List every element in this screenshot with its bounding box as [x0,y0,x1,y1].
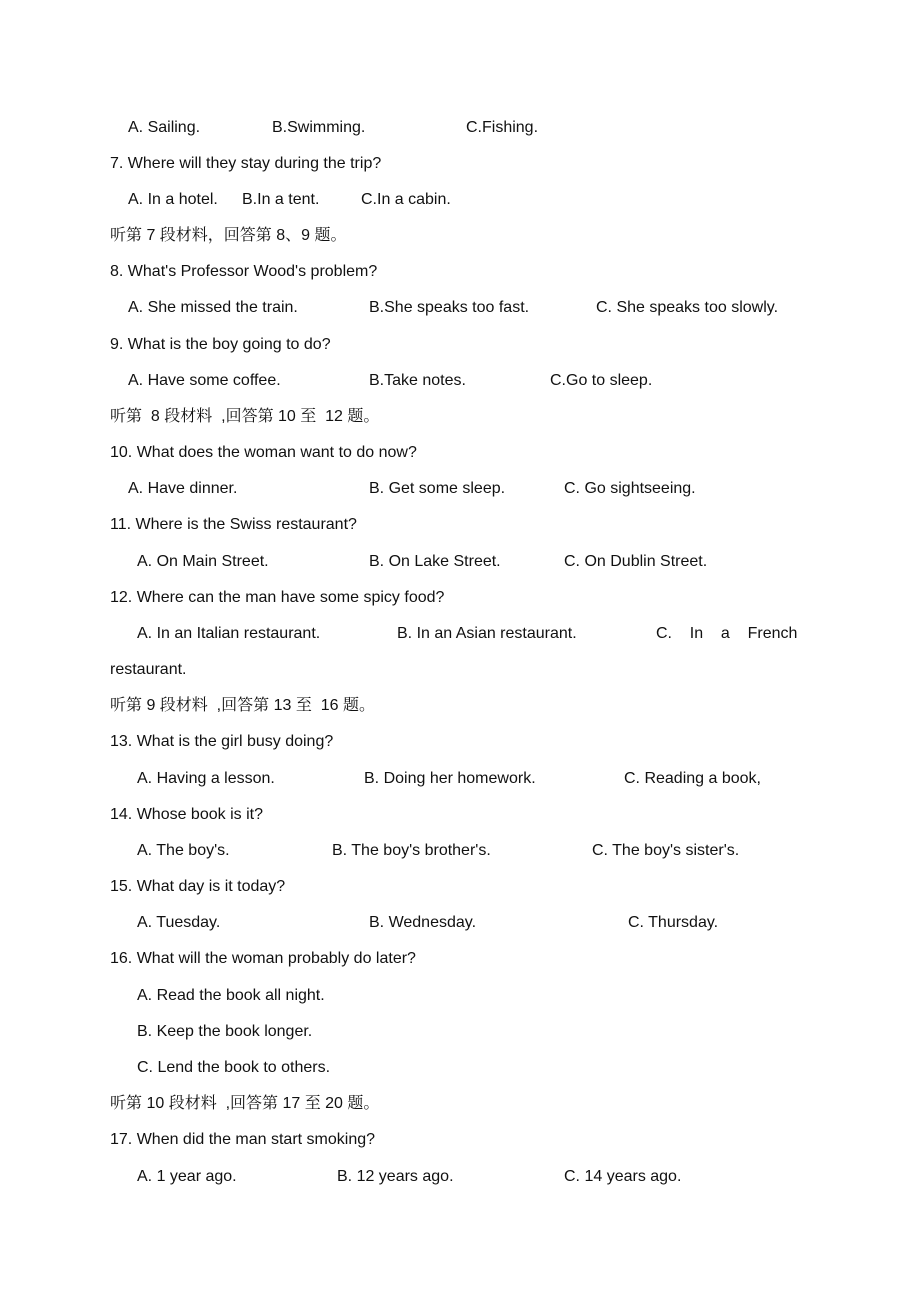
q15-option-a: A. Tuesday. [137,914,221,931]
q7-option-b: B.In a tent. [242,191,320,208]
q7-option-c: C.In a cabin. [361,191,451,208]
q10-option-a: A. Have dinner. [128,480,238,497]
q12-option-a: A. In an Italian restaurant. [137,625,321,642]
q12-option-c-continued: restaurant. [110,661,187,678]
q16-question: 16. What will the woman probably do later? [110,950,416,967]
q14-option-b: B. The boy's brother's. [332,842,491,859]
q13-option-b: B. Doing her homework. [364,770,536,787]
q12-option-c: C. In a French [656,625,798,642]
q6-option-b: B.Swimming. [272,119,366,136]
q16-option-c: C. Lend the book to others. [137,1059,331,1076]
q9-option-a: A. Have some coffee. [128,372,281,389]
q16-option-b: B. Keep the book longer. [137,1023,313,1040]
q12-option-b: B. In an Asian restaurant. [397,625,577,642]
q16-option-a: A. Read the book all night. [137,987,325,1004]
section-heading-7: 听第 7 段材料，回答第 8、9 题。 [110,227,347,244]
section-heading-10: 听第 10 段材料 ,回答第 17 至 20 题。 [110,1095,380,1112]
q10-option-b: B. Get some sleep. [369,480,506,497]
q17-option-c: C. 14 years ago. [564,1168,682,1185]
q9-option-b: B.Take notes. [369,372,466,389]
q6-option-a: A. Sailing. [128,119,201,136]
q8-option-b: B.She speaks too fast. [369,299,530,316]
q6-option-c: C.Fishing. [466,119,539,136]
q17-question: 17. When did the man start smoking? [110,1131,376,1148]
q17-option-a: A. 1 year ago. [137,1168,237,1185]
q11-option-a: A. On Main Street. [137,553,269,570]
q11-option-b: B. On Lake Street. [369,553,501,570]
q14-option-a: A. The boy's. [137,842,230,859]
q8-option-c: C. She speaks too slowly. [596,299,779,316]
q7-option-a: A. In a hotel. [128,191,218,208]
q8-option-a: A. She missed the train. [128,299,298,316]
q9-question: 9. What is the boy going to do? [110,336,331,353]
section-heading-8: 听第 8 段材料 ,回答第 10 至 12 题。 [110,408,380,425]
q17-option-b: B. 12 years ago. [337,1168,454,1185]
q8-question: 8. What's Professor Wood's problem? [110,263,378,280]
q15-option-c: C. Thursday. [628,914,719,931]
q9-option-c: C.Go to sleep. [550,372,653,389]
q15-question: 15. What day is it today? [110,878,286,895]
q15-option-b: B. Wednesday. [369,914,477,931]
q13-option-a: A. Having a lesson. [137,770,275,787]
q14-question: 14. Whose book is it? [110,806,263,823]
q11-option-c: C. On Dublin Street. [564,553,708,570]
q12-question: 12. Where can the man have some spicy food? [110,589,445,606]
q7-question: 7. Where will they stay during the trip? [110,155,382,172]
q10-option-c: C. Go sightseeing. [564,480,696,497]
section-heading-9: 听第 9 段材料 ,回答第 13 至 16 题。 [110,697,375,714]
q14-option-c: C. The boy's sister's. [592,842,740,859]
q13-question: 13. What is the girl busy doing? [110,733,334,750]
q13-option-c: C. Reading a book, [624,770,761,787]
q10-question: 10. What does the woman want to do now? [110,444,417,461]
q11-question: 11. Where is the Swiss restaurant? [110,516,357,533]
